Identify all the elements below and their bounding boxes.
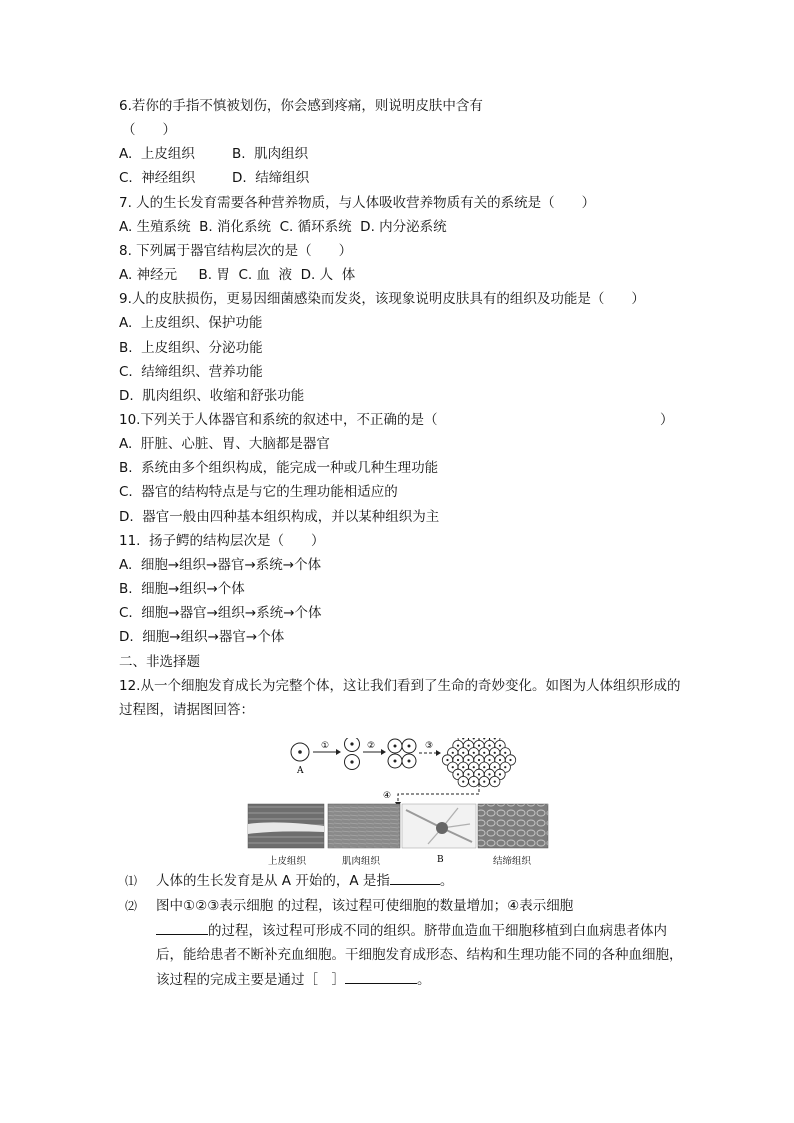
q10-option-d: D. 器官一般由四种基本组织构成，并以某种组织为主 (119, 509, 440, 525)
q9-stem: 9.人的皮肤损伤，更易因细菌感染而发炎，该现象说明皮肤具有的组织及功能是（ ） (119, 291, 645, 307)
step-3-label: ③ (425, 741, 434, 751)
tissue-formation-figure (246, 738, 556, 868)
sub1-answer-blank[interactable] (390, 870, 440, 885)
caption-connective: 结缔组织 (493, 856, 532, 867)
cluster-cell-nucleus (462, 752, 464, 754)
cluster-cell-nucleus (488, 773, 490, 775)
cluster-cell-nucleus (457, 773, 459, 775)
cell-cluster (442, 738, 515, 787)
cluster-cell-nucleus (467, 773, 469, 775)
arrow-1-head (336, 749, 341, 755)
step-2-label: ② (367, 741, 376, 751)
cluster-cell-nucleus (473, 781, 475, 783)
muscle-tissue-image (328, 804, 400, 848)
q8-stem: 8. 下列属于器官结构层次的是（ ） (119, 243, 353, 259)
nerve-tissue-image (402, 804, 476, 848)
sub1-number: ⑴ (125, 874, 138, 888)
four-cells (388, 739, 416, 768)
step-4-label: ④ (383, 791, 392, 801)
cell-a (291, 743, 309, 761)
q6-answer-paren: （ ） (122, 122, 176, 138)
cluster-cell-nucleus (467, 759, 469, 761)
label-a: A (297, 766, 304, 776)
cluster-cell-nucleus (494, 766, 496, 768)
cluster-cell-nucleus (509, 759, 511, 761)
cluster-cell-nucleus (462, 766, 464, 768)
q10-stem: 10.下列关于人体器官和系统的叙述中，不正确的是（ (119, 412, 438, 428)
arrow-2-head (381, 749, 386, 755)
q12-sub2 (119, 894, 689, 992)
two-cells (345, 738, 360, 770)
q11-option-b: B. 细胞→组织→个体 (119, 581, 245, 597)
q10-option-a: A. 肝脏、心脏、胃、大脑都是器官 (119, 436, 330, 452)
q10-option-b: B. 系统由多个组织构成，能完成一种或几种生理功能 (119, 460, 439, 476)
epithelial-tissue-image (248, 804, 324, 848)
cluster-cell-nucleus (499, 745, 501, 747)
q6-option-d: D. 结缔组织 (232, 170, 310, 186)
q12-sub1 (119, 869, 689, 894)
q7-stem: 7. 人的生长发育需要各种营养物质，与人体吸收营养物质有关的系统是（ ） (119, 195, 596, 211)
cluster-cell-nucleus (483, 781, 485, 783)
cluster-cell-nucleus (478, 745, 480, 747)
q9-option-c: C. 结缔组织、营养功能 (119, 364, 263, 380)
cluster-cell-nucleus (473, 752, 475, 754)
cluster-cell-nucleus (452, 766, 454, 768)
cluster-cell-nucleus (473, 766, 475, 768)
sub1-text: 人体的生长发育是从 A 开始的，A 是指 (156, 873, 390, 889)
cluster-cell-nucleus (483, 766, 485, 768)
cluster-cell-nucleus (462, 781, 464, 783)
q6-option-a: A. 上皮组织 (119, 146, 195, 162)
q11-option-a: A. 细胞→组织→器官→系统→个体 (119, 557, 322, 573)
cluster-cell-nucleus (483, 752, 485, 754)
cluster-cell-nucleus (494, 781, 496, 783)
q10-close-paren: ） (660, 412, 674, 428)
q11-option-c: C. 细胞→器官→组织→系统→个体 (119, 605, 322, 621)
q8-options: A. 神经元 B. 胃 C. 血 液 D. 人 体 (119, 267, 356, 283)
cluster-cell-nucleus (457, 745, 459, 747)
sub2-text-2: 的过程，该过程可形成不同的组织。脐带血造血干细胞移植到白血病患者体内后，能给患者不断补充血细胞。干细胞发育成形态、结构和生理功能不同的各种血细胞，该过程的完成主要是通过［ ］ (156, 922, 683, 988)
sub2-answer-blank-2[interactable] (345, 969, 417, 984)
cluster-cell-nucleus (452, 752, 454, 754)
q9-option-b: B. 上皮组织、分泌功能 (119, 340, 263, 356)
connective-tissue-image (478, 804, 548, 848)
cluster-cell-nucleus (478, 773, 480, 775)
sub2-end: 。 (417, 971, 431, 988)
cluster-cell-nucleus (467, 745, 469, 747)
q11-option-d: D. 细胞→组织→器官→个体 (119, 629, 285, 645)
cluster-cell-nucleus (478, 759, 480, 761)
q9-option-d: D. 肌肉组织、收缩和舒张功能 (119, 388, 305, 404)
q11-stem: 11. 扬子鳄的结构层次是（ ） (119, 533, 325, 549)
cluster-cell-nucleus (488, 759, 490, 761)
cluster-cell-nucleus (499, 759, 501, 761)
q10-option-c: C. 器官的结构特点是与它的生理功能相适应的 (119, 484, 398, 500)
caption-muscle: 肌肉组织 (342, 856, 381, 867)
cluster-cell-nucleus (446, 759, 448, 761)
cluster-cell-nucleus (494, 752, 496, 754)
section-heading: 二、非选择题 (119, 654, 200, 670)
label-b: B (437, 855, 444, 865)
q6-option-b: B. 肌肉组织 (232, 146, 309, 162)
q6-stem: 6.若你的手指不慎被划伤，你会感到疼痛，则说明皮肤中含有 (119, 98, 483, 114)
cluster-cell-nucleus (499, 773, 501, 775)
sub2-answer-blank-1[interactable] (156, 920, 208, 935)
sub2-number: ⑵ (125, 899, 138, 913)
cluster-cell-nucleus (488, 745, 490, 747)
sub1-end: 。 (439, 873, 454, 889)
q7-options: A. 生殖系统 B. 消化系统 C. 循环系统 D. 内分泌系统 (119, 219, 447, 235)
caption-epithelial: 上皮组织 (268, 856, 307, 867)
q12-stem: 12.从一个细胞发育成长为完整个体，这让我们看到了生命的奇妙变化。如图为人体组织形成的过程图，请据图回答： (119, 678, 681, 718)
cluster-cell-nucleus (457, 759, 459, 761)
step-1-label: ① (321, 741, 330, 751)
sub2-text-1: 图中①②③表示细胞 的过程，该过程可使细胞的数量增加；④表示细胞 (156, 898, 574, 914)
q9-option-a: A. 上皮组织、保护功能 (119, 315, 263, 331)
cluster-cell-nucleus (504, 752, 506, 754)
cluster-cell-nucleus (504, 766, 506, 768)
arrow-3-head (436, 750, 441, 756)
figure-svg (246, 738, 556, 868)
q6-option-c: C. 神经组织 (119, 170, 196, 186)
arrow-4 (398, 784, 479, 806)
